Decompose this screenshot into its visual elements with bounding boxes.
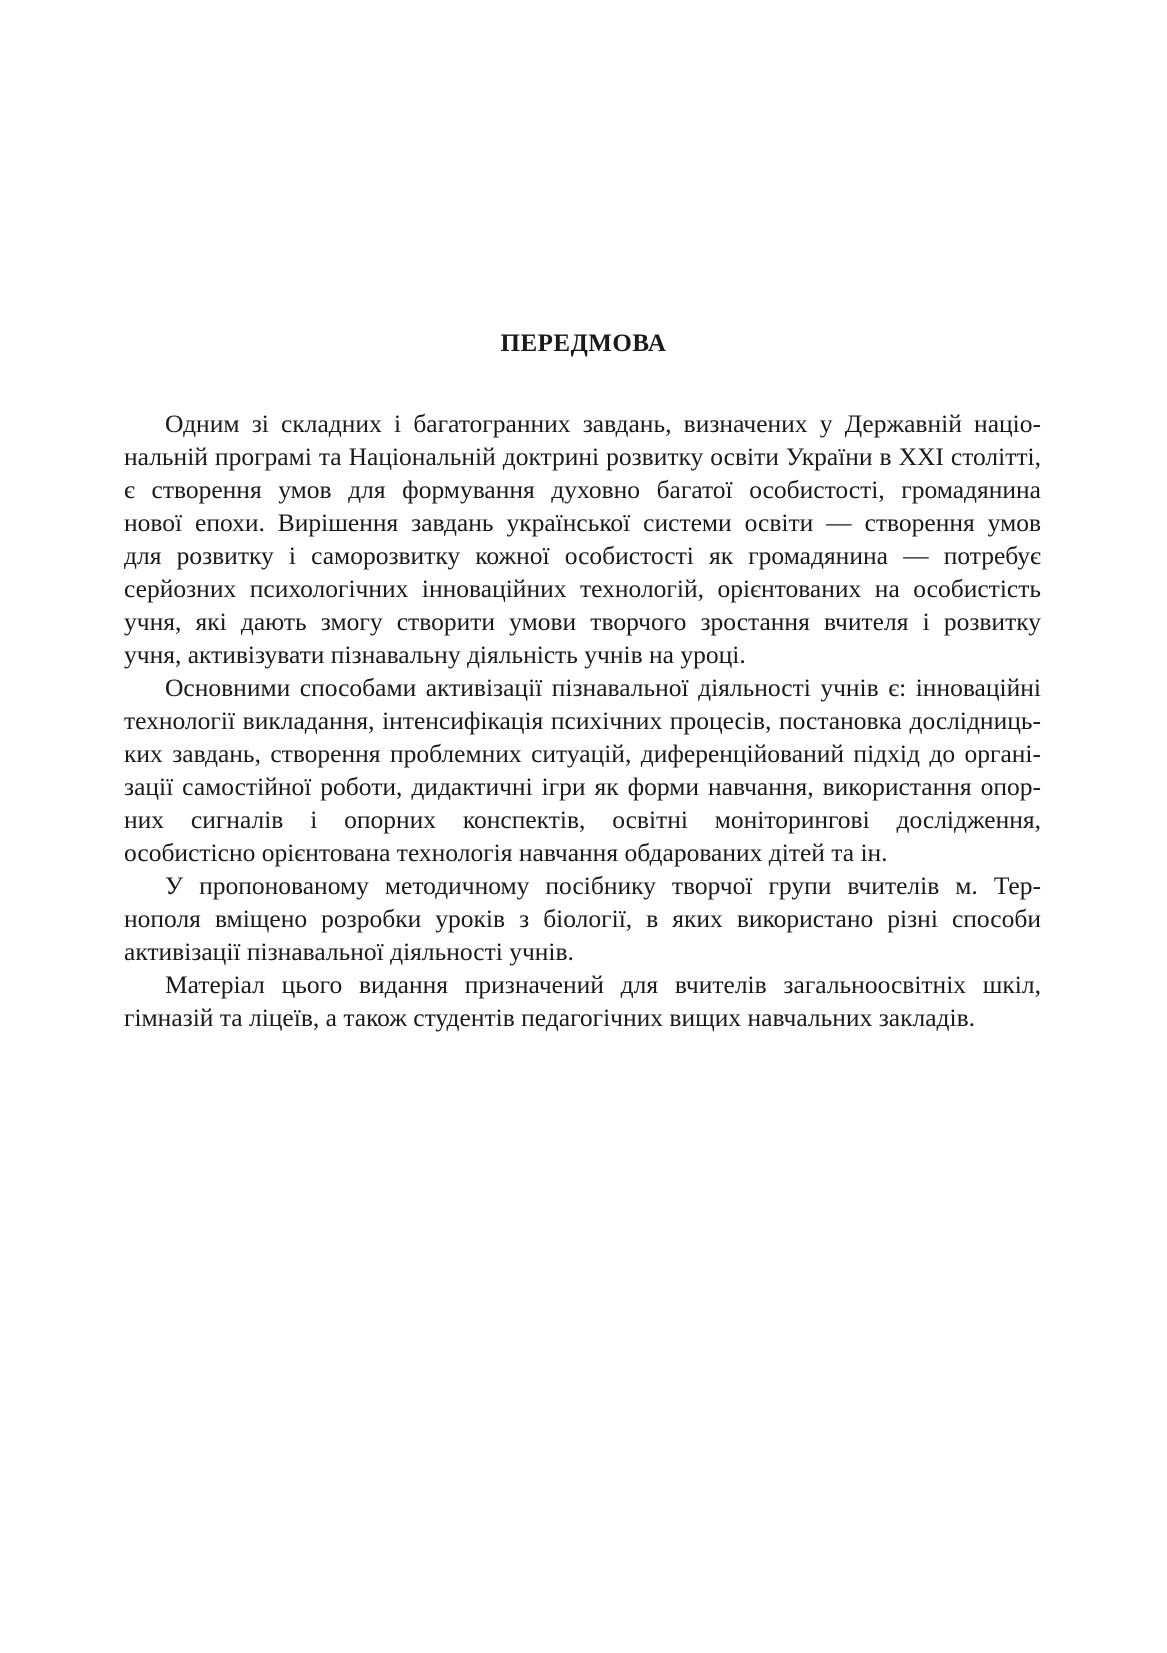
paragraph-2-line-1: Основними способами активізації пізнавальної діяльності учнів є: інноваційні: [165, 673, 1041, 702]
paragraph-2-line-4: зації самостійної роботи, дидактичні ігри як форми навчання, використання опор-: [124, 772, 1041, 801]
paragraph-4-line-2: гімназій та ліцеїв, а також студентів педагогічних вищих навчальних закладів.: [124, 1003, 975, 1032]
paragraph-1-line-7: учня, які дають змогу створити умови творчого зростання вчителя і розвитку: [124, 607, 1041, 636]
preface-body: [124, 407, 1041, 1034]
paragraph-2-line-2: технології викладання, інтенсифікація психічних процесів, постановка дослідниць-: [124, 706, 1041, 735]
paragraph-1-line-3: є створення умов для формування духовно багатої особистості, громадянина: [124, 475, 1041, 504]
paragraph-1-line-6: серйозних психологічних інноваційних технологій, орієнтованих на особистість: [124, 574, 1041, 603]
paragraph-2-line-3: ких завдань, створення проблемних ситуацій, диференційований підхід до органі-: [124, 739, 1041, 768]
paragraph-1-line-5: для розвитку і саморозвитку кожної особистості як громадянина — потребує: [124, 541, 1041, 570]
paragraph-2-line-6: особистісно орієнтована технологія навчання обдарованих дітей та ін.: [124, 838, 888, 867]
paragraph-1-line-1: Одним зі складних і багатогранних завдань, визначених у Державній націо-: [165, 409, 1041, 438]
paragraph-4-line-1: Матеріал цього видання призначений для вчителів загальноосвітніх шкіл,: [165, 970, 1041, 999]
paragraph-3-line-3: активізації пізнавальної діяльності учнів.: [124, 937, 574, 966]
paragraph-1-line-8: учня, активізувати пізнавальну діяльність учнів на уроці.: [124, 640, 746, 669]
paragraph-1-line-4: нової епохи. Вирішення завдань української системи освіти — створення умов: [124, 508, 1041, 537]
paragraph-1-line-2: нальній програмі та Національній доктрині розвитку освіти України в ХХІ столітті,: [124, 442, 1041, 471]
paragraph-2-line-5: них сигналів і опорних конспектів, освітні моніторингові дослідження,: [124, 805, 1041, 834]
paragraph-3-line-1: У пропонованому методичному посібнику творчої групи вчителів м. Тер-: [165, 871, 1041, 900]
paragraph-3-line-2: нополя вміщено розробки уроків з біології, в яких використано різні способи: [124, 904, 1041, 933]
page-title: ПЕРЕДМОВА: [500, 330, 667, 357]
